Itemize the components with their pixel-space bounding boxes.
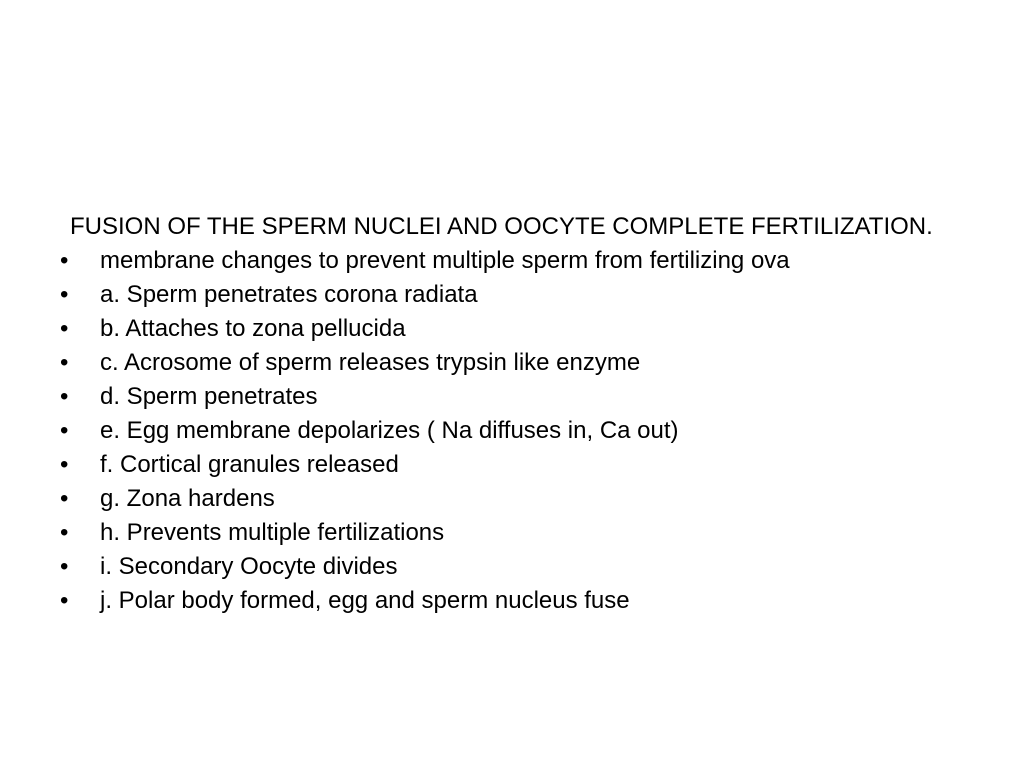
- list-item: [60, 452, 960, 486]
- list-item: [60, 486, 960, 520]
- bullet-icon: •: [60, 315, 69, 342]
- list-item-text: f. Cortical granules released: [100, 451, 399, 478]
- bullet-icon: •: [60, 383, 69, 410]
- list-item: [60, 588, 960, 622]
- bullet-icon: •: [60, 587, 69, 614]
- bullet-icon: •: [60, 247, 69, 274]
- list-item-text: j. Polar body formed, egg and sperm nucleus fuse: [100, 587, 630, 614]
- bullet-icon: •: [60, 349, 69, 376]
- bullet-icon: •: [60, 485, 69, 512]
- list-item-text: h. Prevents multiple fertilizations: [100, 519, 445, 546]
- bullet-icon: •: [60, 519, 69, 546]
- list-item-text: c. Acrosome of sperm releases trypsin like enzyme: [100, 349, 641, 376]
- list-item-text: a. Sperm penetrates corona radiata: [100, 281, 478, 308]
- list-item: [60, 418, 960, 452]
- bullet-list: [60, 248, 960, 622]
- bullet-icon: •: [60, 451, 69, 478]
- bullet-icon: •: [60, 417, 69, 444]
- slide-body: [60, 214, 960, 622]
- list-item-text: b. Attaches to zona pellucida: [100, 315, 406, 342]
- list-item-text: membrane changes to prevent multiple sperm from fertilizing ova: [100, 247, 790, 274]
- list-item: [60, 316, 960, 350]
- list-item-text: g. Zona hardens: [100, 485, 275, 512]
- list-item-text: e. Egg membrane depolarizes ( Na diffuses in, Ca out): [100, 417, 679, 444]
- list-item: [60, 350, 960, 384]
- bullet-icon: •: [60, 281, 69, 308]
- bullet-icon: •: [60, 553, 69, 580]
- list-item: [60, 384, 960, 418]
- list-item-text: d. Sperm penetrates: [100, 383, 318, 410]
- list-item: [60, 282, 960, 316]
- list-item: [60, 520, 960, 554]
- list-item-text: i. Secondary Oocyte divides: [100, 553, 398, 580]
- list-item: [60, 248, 960, 282]
- slide-heading: FUSION OF THE SPERM NUCLEI AND OOCYTE COMPLETE FERTILIZATION.: [70, 213, 933, 240]
- list-item: [60, 554, 960, 588]
